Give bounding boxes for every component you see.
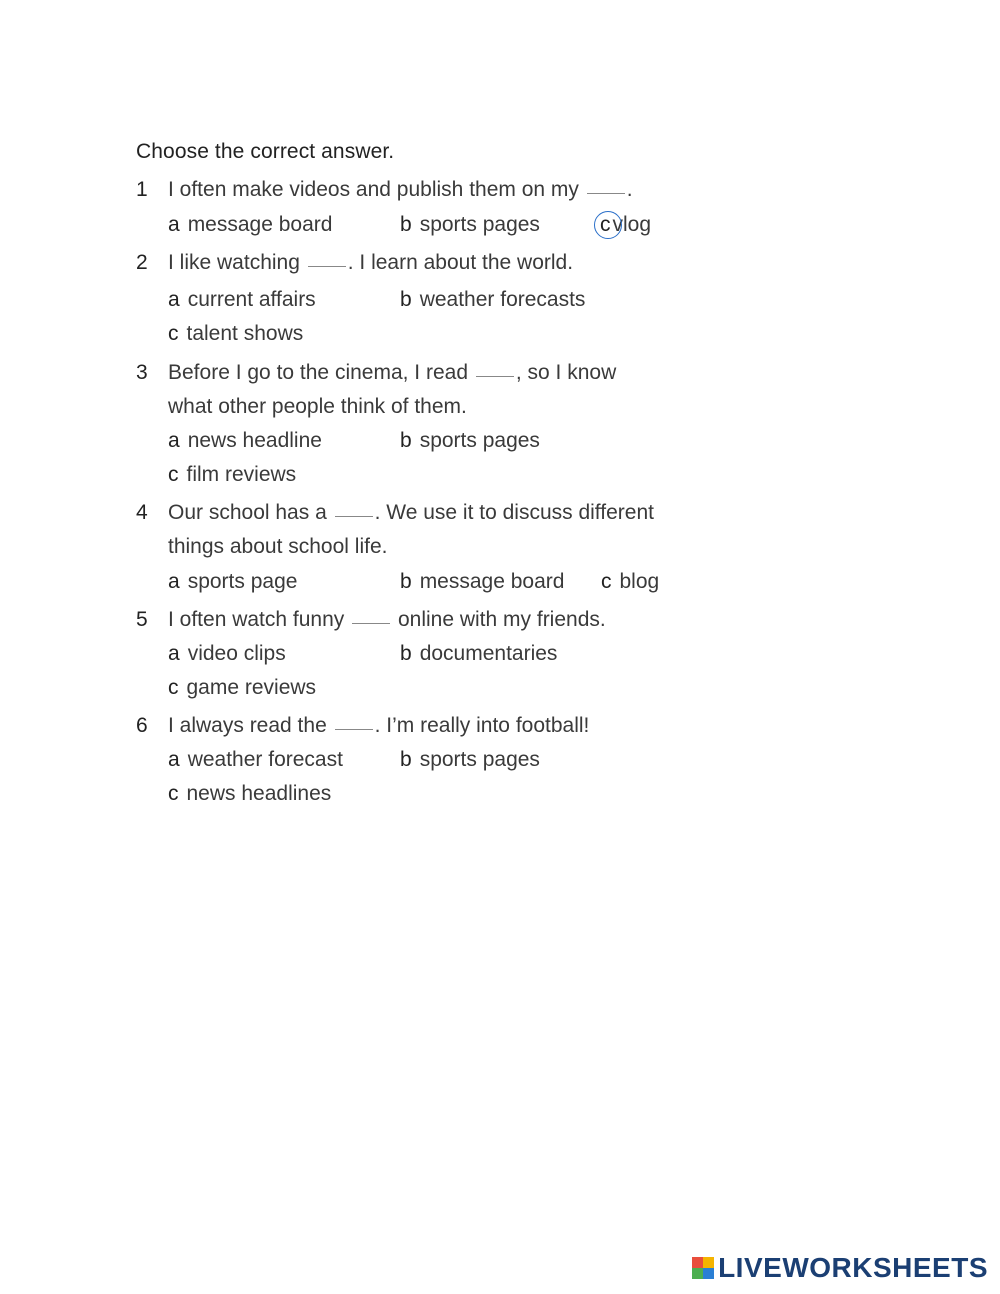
question-text (168, 251, 573, 275)
option-b[interactable] (400, 642, 557, 666)
option-letter: b (400, 213, 412, 236)
option-letter: a (168, 642, 180, 665)
option-letter: b (400, 429, 412, 452)
question-text-part: I often watch funny (168, 608, 345, 631)
option-text: news headlines (186, 782, 332, 805)
question-text (168, 608, 606, 632)
option-letter: b (400, 642, 412, 665)
option-text: message board (187, 213, 333, 236)
question-text-part: I often make videos and publish them on my (168, 178, 579, 201)
option-letter: c (168, 782, 179, 805)
option-text: sports pages (419, 213, 540, 236)
question-text-part: . We use it to discuss different (374, 501, 654, 524)
selected-answer-circle: c (600, 213, 611, 236)
answer-blank[interactable] (587, 193, 625, 194)
answer-blank[interactable] (308, 266, 346, 267)
option-letter: c (168, 463, 179, 486)
option-text: message board (419, 570, 565, 593)
brand-name: LIVEWORKSHEETS (718, 1252, 988, 1283)
option-c[interactable] (168, 463, 296, 487)
question-text-line-2: what other people think of them. (168, 395, 467, 418)
question-text-part: . I’m really into football! (374, 714, 590, 737)
option-letter: c (601, 570, 612, 593)
answer-blank[interactable] (352, 623, 390, 624)
option-c[interactable] (601, 570, 659, 594)
option-a[interactable] (168, 429, 322, 453)
question-number: 3 (136, 361, 148, 384)
logo-square-blue (703, 1268, 714, 1279)
option-text: blog (619, 570, 660, 593)
option-letter: b (400, 570, 412, 593)
option-text: video clips (187, 642, 286, 665)
question-text (168, 501, 654, 525)
option-text: news headline (187, 429, 322, 452)
option-b[interactable] (400, 213, 540, 237)
option-text: talent shows (186, 322, 304, 345)
option-c[interactable] (168, 782, 331, 806)
option-b[interactable] (400, 748, 540, 772)
question-text (168, 714, 589, 738)
option-b[interactable] (400, 288, 585, 312)
logo-square-green (692, 1268, 703, 1279)
answer-blank[interactable] (476, 376, 514, 377)
option-text: sports page (187, 570, 298, 593)
liveworksheets-brand[interactable] (692, 1252, 988, 1284)
option-letter: b (400, 288, 412, 311)
question-text-part: I always read the (168, 714, 327, 737)
option-text: weather forecast (187, 748, 343, 771)
question-number: 4 (136, 501, 148, 524)
option-letter: a (168, 213, 180, 236)
question-text-part: . I learn about the world. (347, 251, 574, 274)
option-c[interactable] (168, 322, 303, 346)
question-text-part: Before I go to the cinema, I read (168, 361, 469, 384)
option-c[interactable] (168, 676, 316, 700)
option-letter: b (400, 748, 412, 771)
instruction: Choose the correct answer. (136, 140, 395, 163)
question-text-part: , so I know (515, 361, 617, 384)
logo-square-red (692, 1257, 703, 1268)
question-text-part: I like watching (168, 251, 300, 274)
option-letter: a (168, 570, 180, 593)
option-a[interactable] (168, 748, 343, 772)
question-number: 6 (136, 714, 148, 737)
question-text (168, 178, 633, 202)
question-number: 1 (136, 178, 148, 201)
option-b[interactable] (400, 570, 564, 594)
option-b[interactable] (400, 429, 540, 453)
question-text-part: . (626, 178, 633, 201)
answer-blank[interactable] (335, 729, 373, 730)
option-a[interactable] (168, 570, 297, 594)
option-text: current affairs (187, 288, 316, 311)
logo-square-yellow (703, 1257, 714, 1268)
option-text: documentaries (419, 642, 558, 665)
option-a[interactable] (168, 642, 286, 666)
question-text-line-2: things about school life. (168, 535, 388, 558)
option-text: film reviews (186, 463, 297, 486)
option-letter: c (168, 676, 179, 699)
question-number: 5 (136, 608, 148, 631)
option-text: weather forecasts (419, 288, 586, 311)
option-letter: a (168, 748, 180, 771)
option-a[interactable] (168, 288, 316, 312)
option-letter: a (168, 288, 180, 311)
option-text: game reviews (186, 676, 317, 699)
option-text: sports pages (419, 748, 540, 771)
answer-blank[interactable] (335, 516, 373, 517)
option-text: sports pages (419, 429, 540, 452)
option-c-selected[interactable] (600, 213, 651, 237)
option-letter: c (168, 322, 179, 345)
question-text-part: Our school has a (168, 501, 327, 524)
question-number: 2 (136, 251, 148, 274)
option-a[interactable] (168, 213, 332, 237)
liveworksheets-logo-icon (692, 1257, 714, 1279)
option-letter: a (168, 429, 180, 452)
question-text (168, 361, 616, 385)
question-text-part: online with my friends. (397, 608, 606, 631)
option-text: vlog (612, 213, 652, 236)
